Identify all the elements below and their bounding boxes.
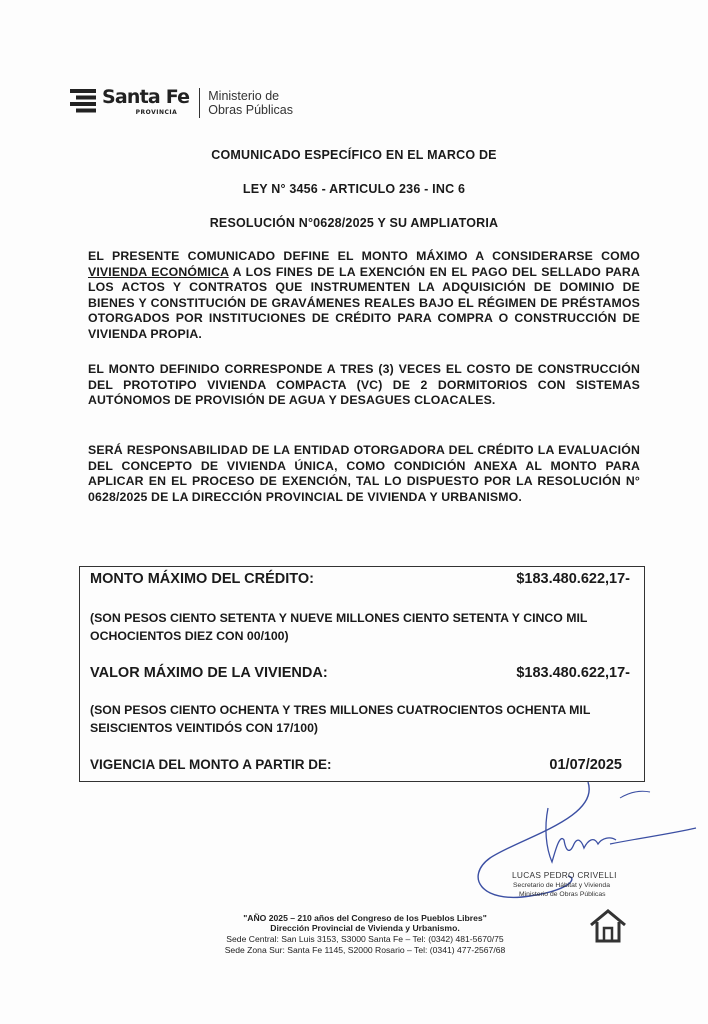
title-line-1: COMUNICADO ESPECÍFICO EN EL MARCO DE — [211, 148, 497, 162]
validity-row — [90, 757, 630, 773]
paragraph-amount: EL MONTO DEFINIDO CORRESPONDE A TRES (3) VECES EL COSTO DE CONSTRUCCIÓN DEL PROTOTIPO VIVIENDA COMPACTA (VC) DE 2 DORMITORIOS CON SISTEMAS AUTÓNOMOS DE PROVISIÓN DE AGUA Y DESAGUES CLOACALES. — [88, 362, 640, 408]
signer-name: LUCAS PEDRO CRIVELLI — [512, 870, 617, 880]
title-line-3: RESOLUCIÓN N°0628/2025 Y SU AMPLIATORIA — [209, 216, 499, 230]
signer-ministry: Ministerio de Obras Públicas — [519, 891, 606, 898]
santa-fe-stripes-icon — [70, 89, 98, 113]
footer-office: Dirección Provincial de Vivienda y Urbanismo. — [270, 923, 460, 933]
logo-divider — [199, 88, 200, 118]
footer-year-motto: "AÑO 2025 – 210 años del Congreso de los Pueblos Libres" — [243, 913, 487, 923]
home-value-row — [90, 665, 630, 681]
credit-row — [90, 571, 630, 587]
home-value-words: (SON PESOS CIENTO OCHENTA Y TRES MILLONES CUATROCIENTOS OCHENTA MIL SEISCIENTOS VEINTIDÓS CON 17/100) — [90, 703, 591, 735]
santa-fe-logo — [70, 86, 293, 120]
signer-role: Secretario de Hábitat y Vivienda — [513, 882, 610, 889]
credit-label: MONTO MÁXIMO DEL CRÉDITO: — [90, 571, 314, 587]
home-value-label: VALOR MÁXIMO DE LA VIVIENDA: — [90, 665, 328, 681]
credit-value: $183.480.622,17- — [516, 571, 630, 587]
paragraph-definition: EL PRESENTE COMUNICADO DEFINE EL MONTO MÁXIMO A CONSIDERARSE COMO VIVIENDA ECONÓMICA A LOS FINES DE LA EXENCIÓN EN EL PAGO DEL SELLADO PARA LOS ACTOS Y CONTRATOS QUE INSTRUMENTEN LA ADQUISICIÓN DE DOMINIO DE BIENES Y CONSTITUCIÓN DE GRAVÁMENES REALES BAJO EL RÉGIMEN DE PRÉSTAMOS OTORGADOS POR INSTITUCIONES DE CRÉDITO PARA COMPRA O CONSTRUCCIÓN DE VIVIENDA PROPIA. — [88, 249, 640, 341]
home-value-amount: $183.480.622,17- — [516, 665, 630, 681]
brand-name: Santa Fe — [102, 86, 190, 108]
brand-province: PROVINCIA — [135, 109, 178, 116]
amounts-box — [79, 566, 645, 782]
validity-label: VIGENCIA DEL MONTO A PARTIR DE: — [90, 757, 332, 772]
house-icon — [588, 908, 628, 944]
paragraph-responsibility: SERÁ RESPONSABILIDAD DE LA ENTIDAD OTORGADORA DEL CRÉDITO LA EVALUACIÓN DEL CONCEPTO DE VIVIENDA ÚNICA, COMO CONDICIÓN ANEXA AL MONTO PARA APLICAR EN EL PROCESO DE EXENCIÓN, TAL LO DISPUESTO POR LA RESOLUCIÓN N° 0628/2025 DE LA DIRECCIÓN PROVINCIAL DE VIVIENDA Y URBANISMO. — [88, 443, 640, 504]
title-line-2: LEY N° 3456 - ARTICULO 236 - INC 6 — [242, 182, 466, 196]
ministry-name: Ministerio de Obras Públicas — [208, 89, 294, 117]
credit-words: (SON PESOS CIENTO SETENTA Y NUEVE MILLONES CIENTO SETENTA Y CINCO MIL OCHOCIENTOS DIEZ CON 00/100) — [90, 611, 588, 643]
footer-address-south: Sede Zona Sur: Santa Fe 1145, S2000 Rosario – Tel: (0341) 477-2567/68 — [224, 945, 506, 955]
footer-address-central: Sede Central: San Luis 3153, S3000 Santa Fe – Tel: (0342) 481-5670/75 — [226, 934, 504, 944]
vivienda-economica-term: VIVIENDA ECONÓMICA — [88, 264, 229, 279]
validity-date: 01/07/2025 — [549, 757, 622, 773]
